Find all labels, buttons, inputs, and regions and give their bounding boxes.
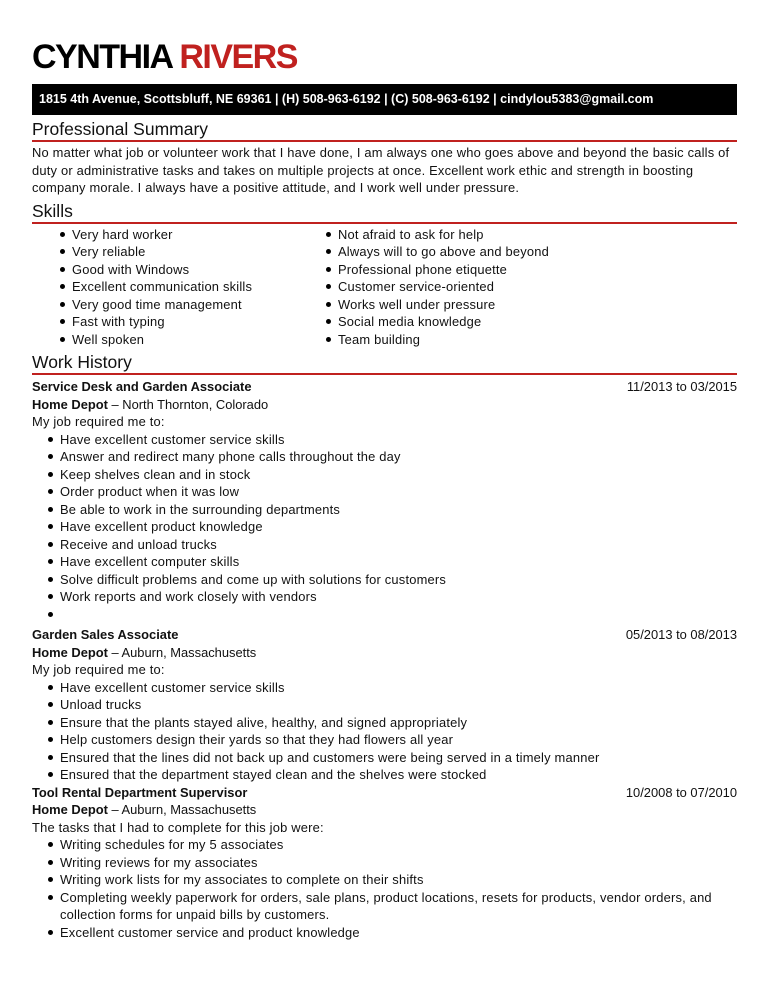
job-entry: [32, 378, 737, 623]
duty-item: Have excellent customer service skills: [48, 679, 737, 697]
job-dates: 11/2013 to 03/2015: [626, 379, 737, 394]
job-location: – Auburn, Massachusetts: [107, 644, 257, 660]
skills-column-1: [32, 226, 298, 349]
duty-item: Receive and unload trucks: [48, 536, 737, 554]
summary-heading: Professional Summary: [32, 115, 737, 142]
skills-heading: Skills: [32, 197, 737, 224]
duty-item: Have excellent customer service skills: [48, 431, 737, 449]
resume-page: [32, 36, 737, 941]
skill-item: Well spoken: [60, 331, 298, 349]
duty-list: [32, 679, 737, 784]
duty-item: Be able to work in the surrounding departments: [48, 501, 737, 519]
duty-item: Have excellent product knowledge: [48, 518, 737, 536]
job-title: Garden Sales Associate: [32, 627, 179, 642]
duty-item: Solve difficult problems and come up with solutions for customers: [48, 571, 737, 589]
first-name: CYNTHIA: [32, 38, 172, 76]
skill-item: Fast with typing: [60, 313, 298, 331]
candidate-name: [32, 36, 737, 78]
duty-item: Answer and redirect many phone calls throughout the day: [48, 448, 737, 466]
duty-item: Writing work lists for my associates to complete on their shifts: [48, 871, 737, 889]
skill-item: Excellent communication skills: [60, 278, 298, 296]
company-name: Home Depot: [32, 802, 108, 817]
company-name: Home Depot: [32, 396, 108, 412]
skill-item: Always will to go above and beyond: [326, 243, 549, 261]
job-location: – Auburn, Massachusetts: [107, 802, 257, 817]
skill-item: Very good time management: [60, 296, 298, 314]
skill-item: Very reliable: [60, 243, 298, 261]
summary-text: No matter what job or volunteer work that I have done, I am always one who goes above and beyond the basic calls of duty or administrative tasks and takes on multiple projects at once. Excellent work ethic and strength in boosting company morale. I always have a positive attitude, and I work well under pressure.: [32, 145, 730, 195]
duty-item: Writing schedules for my 5 associates: [48, 836, 737, 854]
duty-item: Order product when it was low: [48, 483, 737, 501]
duty-item: Have excellent computer skills: [48, 553, 737, 571]
job-intro: My job required me to:: [32, 414, 165, 429]
duty-item: Ensured that the department stayed clean and the shelves were stocked: [48, 766, 737, 784]
job-intro: The tasks that I had to complete for this job were:: [32, 819, 324, 835]
work-history-heading: Work History: [32, 348, 737, 375]
duty-item-empty: [48, 606, 737, 624]
skills-list: [32, 226, 737, 349]
duty-list: [32, 431, 737, 624]
employer: [32, 801, 737, 819]
skill-item: Social media knowledge: [326, 313, 549, 331]
skill-item: Not afraid to ask for help: [326, 226, 549, 244]
job-location: – North Thornton, Colorado: [107, 396, 269, 412]
duty-item: Ensured that the lines did not back up and customers were being served in a timely manner: [48, 749, 737, 767]
duty-list: [32, 836, 737, 941]
duty-item: Keep shelves clean and in stock: [48, 466, 737, 484]
employer: [32, 644, 737, 662]
duty-item: Work reports and work closely with vendors: [48, 588, 737, 606]
duty-item: Completing weekly paperwork for orders, sale plans, product locations, resets for products, vendor orders, and collection forms for unpaid bills by customers.: [48, 889, 737, 924]
last-name: RIVERS: [179, 38, 297, 76]
company-name: Home Depot: [32, 644, 108, 660]
duty-item: Help customers design their yards so that they had flowers all year: [48, 731, 737, 749]
skill-item: Very hard worker: [60, 226, 298, 244]
job-title: Service Desk and Garden Associate: [32, 379, 252, 394]
skill-item: Works well under pressure: [326, 296, 549, 314]
skill-item: Good with Windows: [60, 261, 298, 279]
job-dates: 05/2013 to 08/2013: [625, 627, 737, 642]
duty-item: Excellent customer service and product knowledge: [48, 924, 737, 942]
job-dates: 10/2008 to 07/2010: [625, 784, 737, 800]
duty-item: Ensure that the plants stayed alive, healthy, and signed appropriately: [48, 714, 737, 732]
contact-bar: 1815 4th Avenue, Scottsbluff, NE 69361 | (H) 508-963-6192 | (C) 508-963-6192 | cindylou5383@gmail.com: [32, 84, 737, 115]
job-intro: My job required me to:: [32, 662, 165, 677]
job-title: Tool Rental Department Supervisor: [32, 784, 248, 800]
skill-item: Customer service-oriented: [326, 278, 549, 296]
skills-column-2: [298, 226, 549, 349]
skill-item: Professional phone etiquette: [326, 261, 549, 279]
job-entry: [32, 784, 737, 942]
employer: [32, 396, 737, 414]
duty-item: Writing reviews for my associates: [48, 854, 737, 872]
duty-item: Unload trucks: [48, 696, 737, 714]
job-entry: [32, 626, 737, 784]
skill-item: Team building: [326, 331, 549, 349]
